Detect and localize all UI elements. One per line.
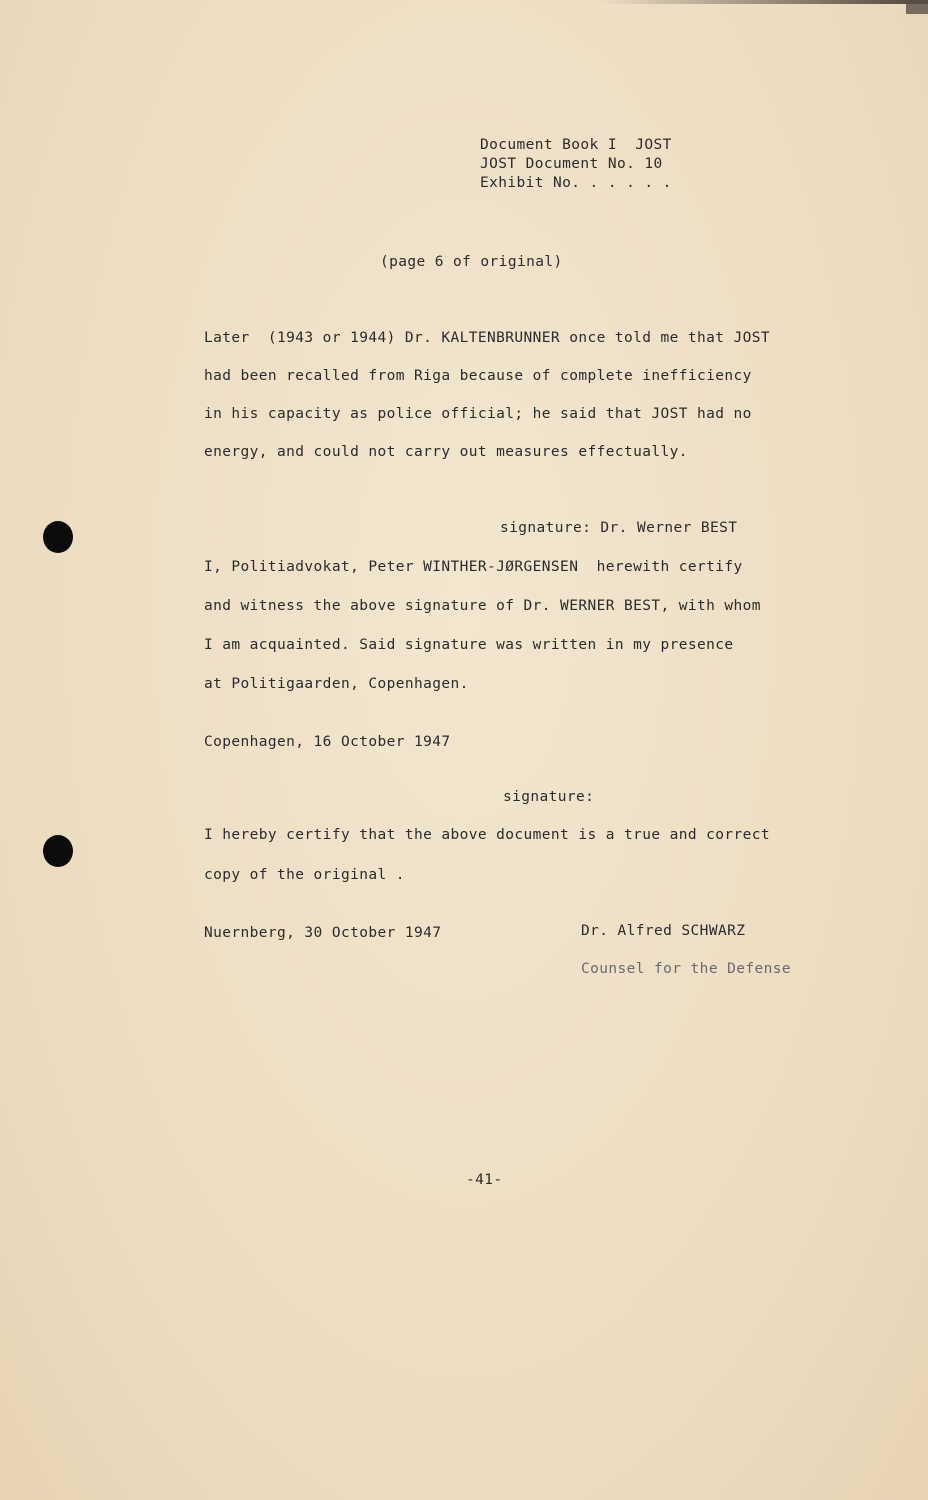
counsel-name: Dr. Alfred SCHWARZ bbox=[581, 923, 746, 939]
header-document-book: Document Book I JOST bbox=[480, 137, 672, 153]
top-edge-shadow bbox=[600, 0, 928, 4]
statement-line: had been recalled from Riga because of complete inefficiency bbox=[204, 368, 752, 384]
certification-line: and witness the above signature of Dr. WERNER BEST, with whom bbox=[204, 598, 761, 614]
copy-certification-line: I hereby certify that the above document is a true and correct bbox=[204, 827, 771, 843]
counsel-title: Counsel for the Defense bbox=[581, 961, 791, 977]
place-date-nuernberg: Nuernberg, 30 October 1947 bbox=[204, 925, 442, 941]
copy-certification-line: copy of the original . bbox=[204, 867, 405, 883]
statement-line: in his capacity as police official; he said that JOST had no bbox=[204, 406, 752, 422]
certification-line: I am acquainted. Said signature was written in my presence bbox=[204, 637, 734, 653]
punch-hole bbox=[43, 521, 73, 553]
header-exhibit-number: Exhibit No. . . . . . bbox=[480, 175, 672, 191]
signature-best: signature: Dr. Werner BEST bbox=[500, 520, 738, 536]
page-number: -41- bbox=[466, 1172, 503, 1188]
place-date-copenhagen: Copenhagen, 16 October 1947 bbox=[204, 734, 451, 750]
page-note: (page 6 of original) bbox=[380, 254, 563, 270]
punch-hole bbox=[43, 835, 73, 867]
statement-line: Later (1943 or 1944) Dr. KALTENBRUNNER once told me that JOST bbox=[204, 330, 771, 346]
certification-line: I, Politiadvokat, Peter WINTHER-JØRGENSEN herewith certify bbox=[204, 559, 743, 575]
corner-mark bbox=[906, 0, 928, 14]
statement-line: energy, and could not carry out measures effectually. bbox=[204, 444, 688, 460]
signature-second: signature: bbox=[503, 789, 595, 805]
certification-line: at Politigaarden, Copenhagen. bbox=[204, 676, 469, 692]
header-document-number: JOST Document No. 10 bbox=[480, 156, 663, 172]
